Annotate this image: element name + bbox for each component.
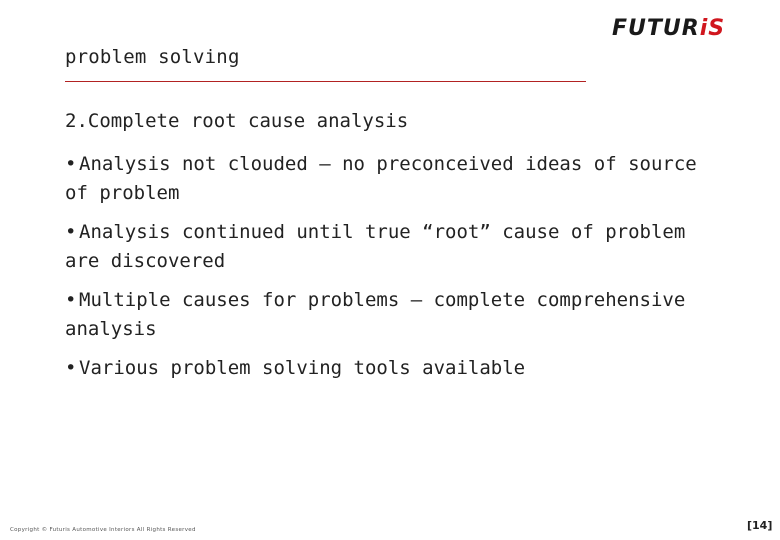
bullet-marker: • [65, 357, 77, 379]
bullet-marker: • [65, 289, 77, 311]
bullet-text: Various problem solving tools available [79, 357, 526, 379]
section-heading: 2.Complete root cause analysis [65, 110, 409, 132]
slide-title: problem solving [65, 46, 240, 68]
futuris-logo-mark [612, 14, 760, 40]
page-number: [14] [747, 519, 773, 532]
bullet-item [65, 150, 725, 208]
bullet-marker: • [65, 153, 77, 175]
bullet-list [65, 150, 725, 393]
svg-text:FUTURiS [612, 16, 725, 40]
bullet-item [65, 218, 725, 276]
bullet-text: Multiple causes for problems – complete comprehensive analysis [65, 289, 686, 340]
bullet-item [65, 286, 725, 344]
bullet-text: Analysis continued until true “root” cause of problem are discovered [65, 221, 686, 272]
futuris-logo [612, 14, 760, 40]
bullet-text: Analysis not clouded – no preconceived ideas of source of problem [65, 153, 697, 204]
title-divider [65, 81, 586, 82]
logo-text-accent: iS [699, 16, 726, 40]
copyright-notice: Copyright © Futuris Automotive Interiors All Rights Reserved [10, 527, 196, 533]
logo-text-main: FUTUR [612, 16, 700, 40]
bullet-marker: • [65, 221, 77, 243]
bullet-item [65, 354, 725, 383]
